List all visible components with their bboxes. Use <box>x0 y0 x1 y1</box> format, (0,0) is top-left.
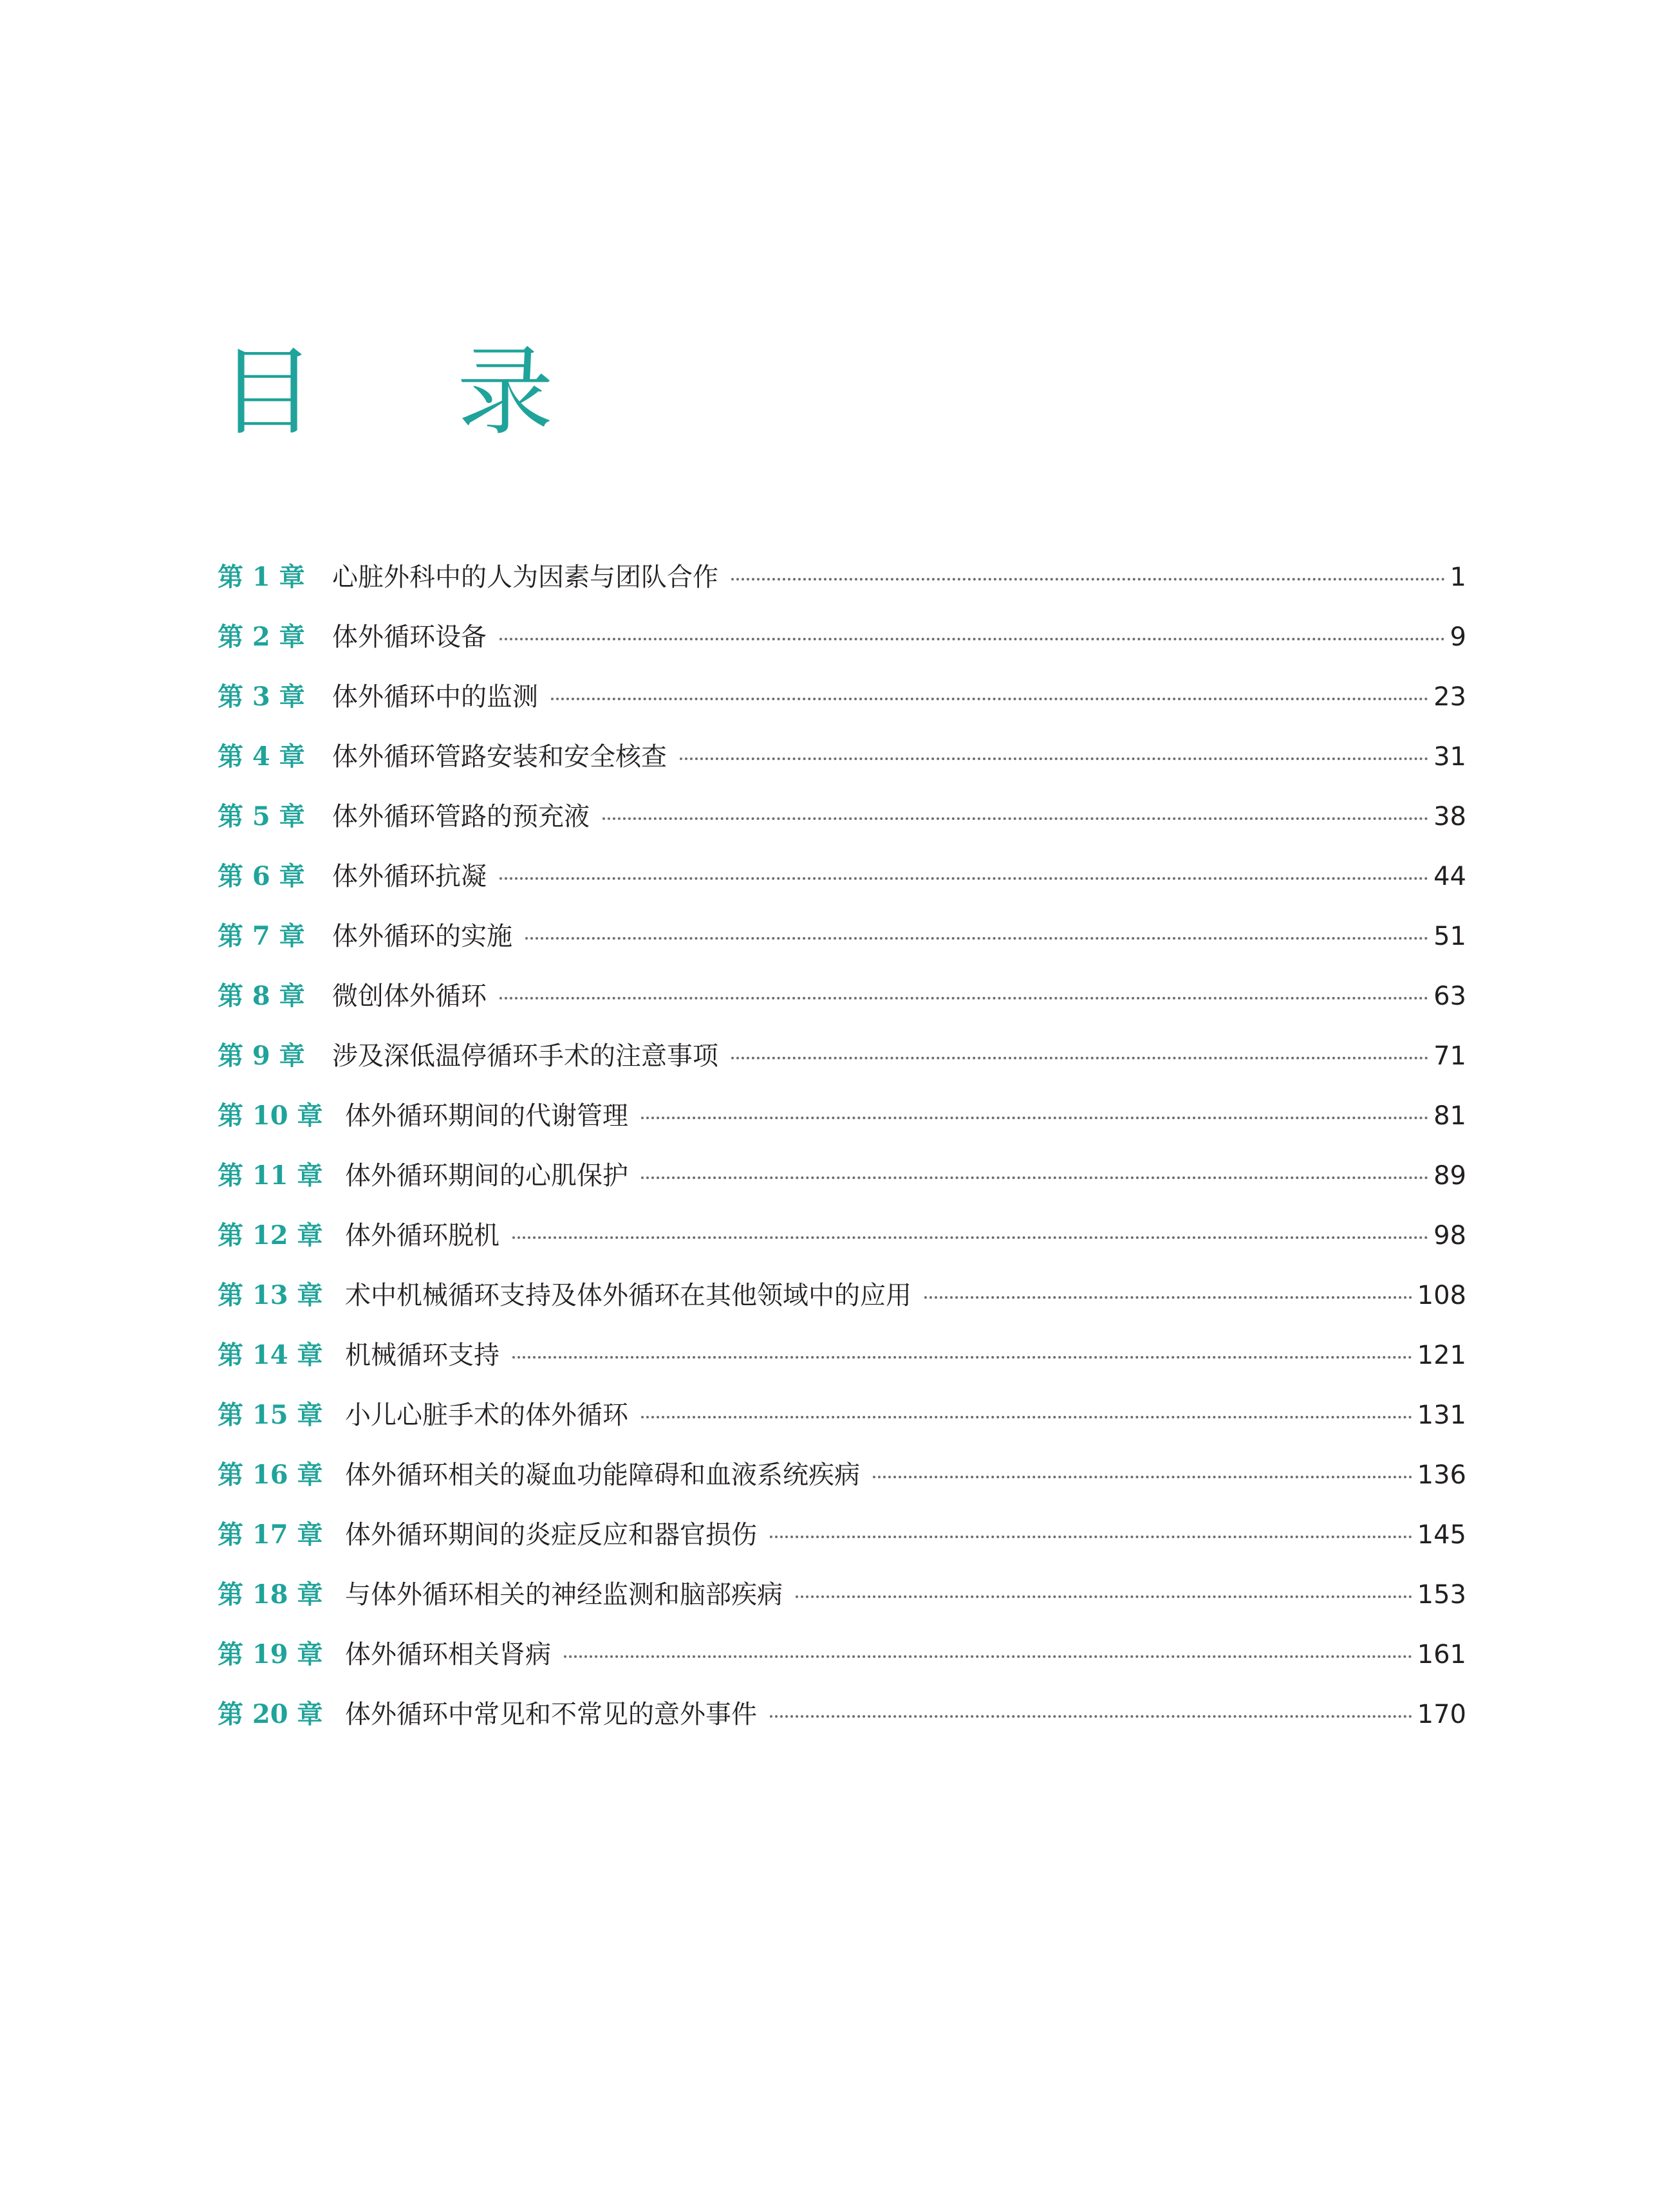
chapter-label: 第 8 章 <box>218 981 305 1011</box>
dot-leader <box>873 1476 1412 1478</box>
page-number: 63 <box>1433 981 1466 1011</box>
page-number: 38 <box>1433 802 1466 832</box>
toc-entry[interactable] <box>218 856 1466 916</box>
toc-entry[interactable] <box>218 1036 1466 1095</box>
toc-entry[interactable] <box>218 1395 1466 1455</box>
chapter-label: 第 10 章 <box>218 1101 323 1131</box>
toc-entry[interactable] <box>218 916 1466 976</box>
dot-leader <box>680 757 1428 760</box>
page-number: 170 <box>1417 1700 1466 1729</box>
chapter-label: 第 18 章 <box>218 1579 323 1610</box>
page-number: 89 <box>1433 1161 1466 1191</box>
dot-leader <box>641 1117 1428 1119</box>
chapter-label: 第 20 章 <box>218 1699 323 1729</box>
chapter-label: 第 17 章 <box>218 1520 323 1550</box>
toc-entry[interactable] <box>218 557 1466 617</box>
title-char-2: 录 <box>456 337 554 449</box>
chapter-title: 体外循环脱机 <box>345 1221 499 1250</box>
chapter-title: 体外循环设备 <box>332 622 487 652</box>
dot-leader <box>731 1057 1428 1059</box>
toc-entry[interactable] <box>218 1275 1466 1335</box>
dot-leader <box>602 817 1428 820</box>
chapter-title: 体外循环期间的代谢管理 <box>345 1101 628 1131</box>
chapter-label: 第 3 章 <box>218 682 305 712</box>
page-number: 121 <box>1417 1341 1466 1370</box>
toc-entry[interactable] <box>218 676 1466 736</box>
dot-leader <box>499 638 1445 640</box>
dot-leader <box>499 877 1428 880</box>
title-char-1: 目 <box>219 337 316 449</box>
chapter-label: 第 19 章 <box>218 1639 323 1669</box>
dot-leader <box>525 937 1428 940</box>
chapter-title: 体外循环中的监测 <box>332 682 538 712</box>
chapter-title: 涉及深低温停循环手术的注意事项 <box>332 1041 718 1071</box>
chapter-title: 体外循环的实施 <box>332 922 512 951</box>
chapter-title: 体外循环抗凝 <box>332 862 487 891</box>
page-number: 136 <box>1417 1460 1466 1490</box>
chapter-label: 第 11 章 <box>218 1160 323 1191</box>
chapter-label: 第 9 章 <box>218 1041 305 1071</box>
toc-entry[interactable] <box>218 617 1466 676</box>
chapter-title: 术中机械循环支持及体外循环在其他领域中的应用 <box>345 1281 911 1310</box>
page-number: 81 <box>1433 1101 1466 1131</box>
chapter-title: 体外循环管路的预充液 <box>332 802 590 832</box>
chapter-title: 体外循环相关肾病 <box>345 1640 551 1669</box>
chapter-title: 体外循环期间的心肌保护 <box>345 1161 628 1191</box>
toc-entry[interactable] <box>218 1634 1466 1694</box>
chapter-label: 第 4 章 <box>218 741 305 772</box>
chapter-label: 第 16 章 <box>218 1460 323 1490</box>
dot-leader <box>551 698 1428 700</box>
page-number: 23 <box>1433 682 1466 712</box>
chapter-title: 机械循环支持 <box>345 1341 499 1370</box>
dot-leader <box>641 1416 1412 1418</box>
dot-leader <box>564 1655 1412 1658</box>
chapter-label: 第 14 章 <box>218 1340 323 1370</box>
page-number: 161 <box>1417 1640 1466 1669</box>
chapter-title: 小儿心脏手术的体外循环 <box>345 1400 628 1430</box>
page-number: 9 <box>1450 622 1466 652</box>
toc-entry[interactable] <box>218 1095 1466 1155</box>
page-number: 153 <box>1417 1580 1466 1610</box>
chapter-label: 第 2 章 <box>218 622 305 652</box>
page-number: 31 <box>1433 742 1466 772</box>
toc-entry[interactable] <box>218 976 1466 1036</box>
dot-leader <box>641 1176 1428 1179</box>
toc-entry[interactable] <box>218 736 1466 796</box>
page-number: 131 <box>1417 1400 1466 1430</box>
chapter-title: 体外循环中常见和不常见的意外事件 <box>345 1700 757 1729</box>
page-title <box>219 335 554 451</box>
page-number: 145 <box>1417 1520 1466 1550</box>
dot-leader <box>796 1595 1412 1598</box>
chapter-label: 第 13 章 <box>218 1280 323 1310</box>
page-number: 1 <box>1450 562 1466 592</box>
chapter-label: 第 15 章 <box>218 1400 323 1430</box>
toc-entry[interactable] <box>218 1455 1466 1514</box>
chapter-title: 体外循环管路安装和安全核查 <box>332 742 667 772</box>
toc-entry[interactable] <box>218 1215 1466 1275</box>
page-number: 71 <box>1433 1041 1466 1071</box>
dot-leader <box>499 997 1428 999</box>
page-number: 51 <box>1433 922 1466 951</box>
dot-leader <box>512 1356 1412 1359</box>
table-of-contents <box>218 557 1466 1754</box>
dot-leader <box>924 1296 1412 1299</box>
toc-entry[interactable] <box>218 1155 1466 1215</box>
toc-entry[interactable] <box>218 796 1466 856</box>
chapter-label: 第 6 章 <box>218 861 305 891</box>
chapter-title: 微创体外循环 <box>332 981 487 1011</box>
page-number: 98 <box>1433 1221 1466 1250</box>
chapter-title: 体外循环期间的炎症反应和器官损伤 <box>345 1520 757 1550</box>
chapter-label: 第 5 章 <box>218 801 305 832</box>
dot-leader <box>770 1715 1412 1718</box>
chapter-label: 第 12 章 <box>218 1220 323 1250</box>
toc-entry[interactable] <box>218 1694 1466 1754</box>
dot-leader <box>770 1536 1412 1538</box>
chapter-title: 心脏外科中的人为因素与团队合作 <box>332 562 718 592</box>
chapter-label: 第 1 章 <box>218 562 305 592</box>
chapter-label: 第 7 章 <box>218 921 305 951</box>
dot-leader <box>731 578 1445 581</box>
dot-leader <box>512 1236 1428 1239</box>
page-number: 108 <box>1417 1281 1466 1310</box>
toc-entry[interactable] <box>218 1335 1466 1395</box>
chapter-title: 体外循环相关的凝血功能障碍和血液系统疾病 <box>345 1460 860 1490</box>
chapter-title: 与体外循环相关的神经监测和脑部疾病 <box>345 1580 783 1610</box>
toc-entry[interactable] <box>218 1514 1466 1574</box>
page-number: 44 <box>1433 862 1466 891</box>
toc-entry[interactable] <box>218 1574 1466 1634</box>
